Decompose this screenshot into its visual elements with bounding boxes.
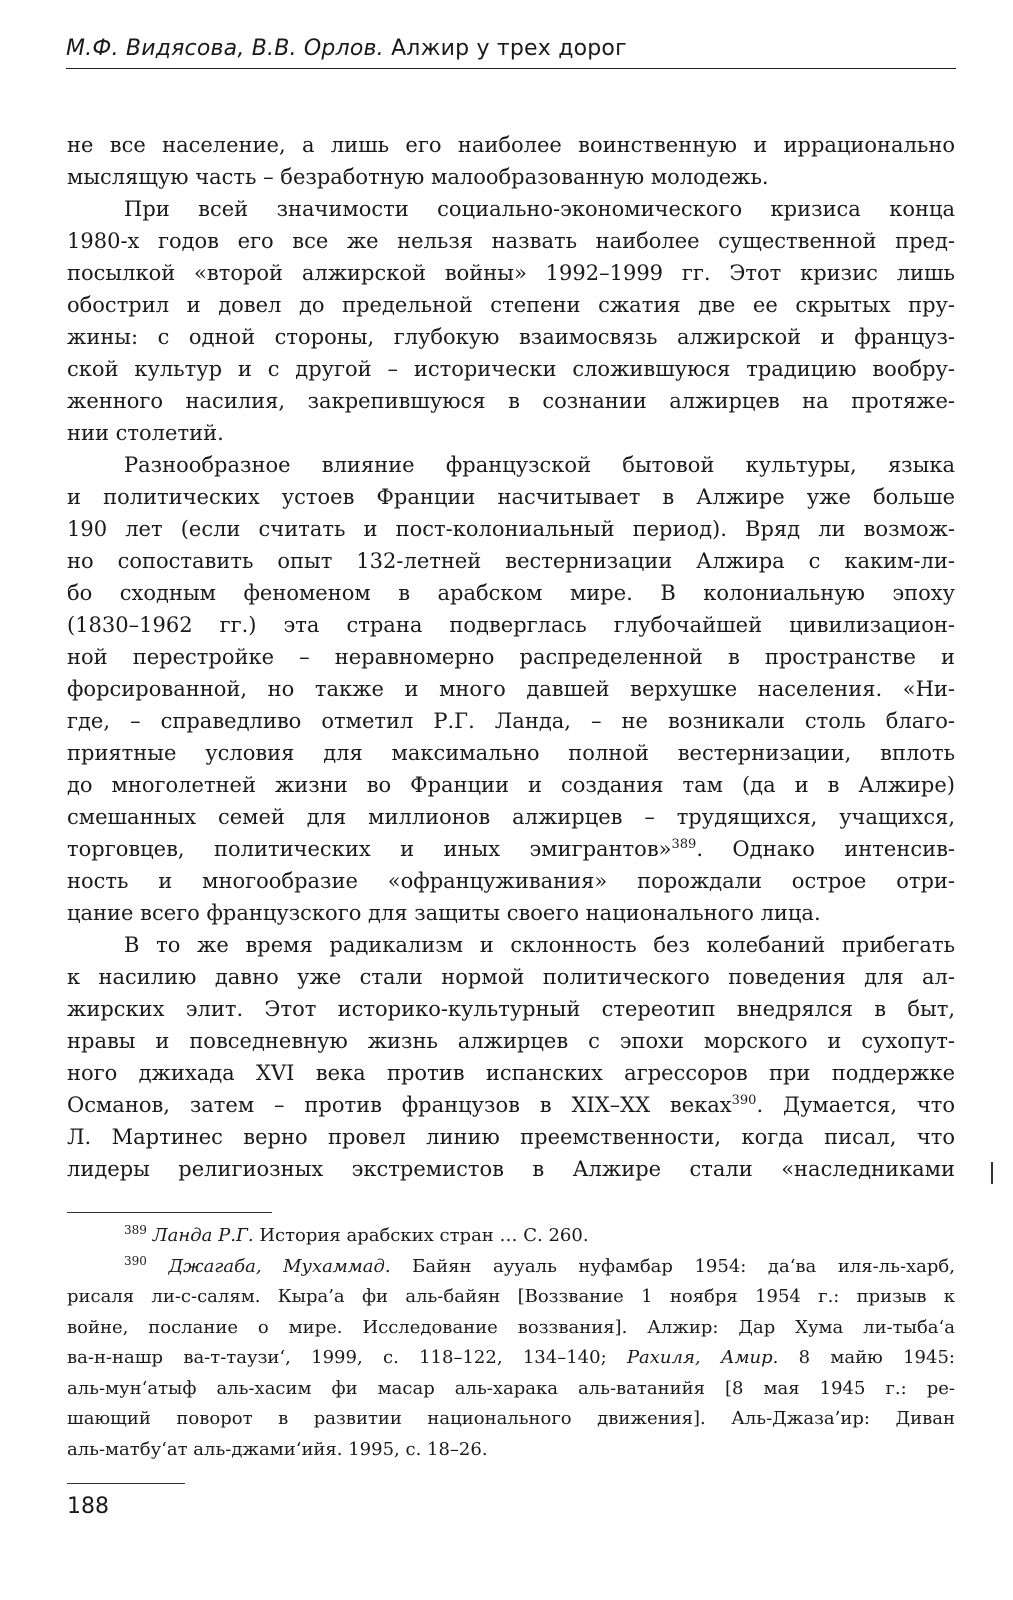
footnote-389 [67,1221,955,1252]
text-line: смешанных семей для миллионов алжирцев – трудящихся, учащихся, [67,805,955,829]
text-line: посылкой «второй алжирской войны» 1992–1999 гг. Этот кризис лишь [67,261,955,285]
text-line: не все население, а лишь его наиболее воинственную и иррационально [67,133,955,157]
text-line: Разнообразное влияние французской бытовой культуры, языка [124,453,955,477]
text-line: цание всего французского для защиты своего национального лица. [67,901,821,925]
text-segment: Османов, затем – против французов в XIX–XX веках [67,1093,732,1117]
text-line: но сопоставить опыт 132-летней вестернизации Алжира с каким-ли- [67,549,955,573]
footnote-line: аль-матбу‘ат аль-джами‘ийя. 1995, с. 18–26. [67,1438,488,1460]
page-number: 188 [67,1494,109,1519]
page-number-rule [67,1483,185,1484]
text-line: женного насилия, закрепившуюся в сознании алжирцев на протяже- [67,389,955,413]
footnote-ref-389[interactable]: 389 [671,837,697,852]
running-head-authors: М.Ф. Видясова, В.В. Орлов. [66,36,384,61]
text-line: Л. Мартинес верно провел линию преемственности, когда писал, что [67,1125,955,1149]
text-line: до многолетней жизни во Франции и создания там (да и в Алжире) [67,773,955,797]
footnote-line: аль-мун‘атыф аль-хасим фи масар аль-харака аль-ватанийя [8 мая 1945 г.: ре- [67,1377,955,1399]
text-line: нии столетий. [67,421,224,445]
text-line: обострил и довел до предельной степени сжатия две ее скрытых пру- [67,293,955,317]
text-line: 1980-х годов его все же нельзя назвать наиболее существенной пред- [67,229,955,253]
text-segment: . Думается, что [756,1093,956,1117]
text-line: к насилию давно уже стали нормой политического поведения для ал- [67,965,955,989]
text-line: жирских элит. Этот историко-культурный стереотип внедрялся в быт, [67,997,955,1021]
running-head-title: Алжир у трех дорог [391,36,627,61]
footnote-rule [67,1212,272,1213]
text-line: ного джихада XVI века против испанских агрессоров при поддержке [67,1061,955,1085]
text-line: приятные условия для максимально полной вестернизации, вплоть [67,741,955,765]
footnote-text: 8 майю 1945: [778,1347,955,1368]
text-line: В то же время радикализм и склонность без колебаний прибегать [124,933,955,957]
footnote-line: рисаля ли-с-салям. Кыра’а фи аль-байян [Воззвание 1 ноября 1954 г.: призыв к [67,1286,955,1307]
text-line: форсированной, но также и много давшей верхушке населения. «Ни- [67,677,955,701]
text-line: лидеры религиозных экстремистов в Алжире стали «наследниками [67,1157,955,1181]
footnote-text: Байян аууаль нуфамбар 1954: да‘ва иля-ль-харб, [390,1255,955,1277]
text-line: бо сходным феноменом в арабском мире. В колониальную эпоху [67,581,955,605]
footnote-author: Ланда Р.Г. [152,1225,254,1246]
margin-mark [991,1162,993,1184]
text-line-with-ref [67,1089,955,1121]
footnote-390 [67,1252,955,1283]
running-head [66,34,956,64]
footnote-mark: 390 [124,1253,147,1268]
text-line: мыслящую часть – безработную малообразованную молодежь. [67,165,769,189]
main-text [67,129,955,1185]
footnote-author: Рахиля, Амир. [626,1347,779,1368]
text-line: ность и многообразие «офранцуживания» порождали острое отри- [67,869,955,893]
footnote-line: войне, послание о мире. Исследование воззвания]. Алжир: Дар Хума ли-тыба‘а [67,1316,955,1338]
text-line: (1830–1962 гг.) эта страна подверглась глубочайшей цивилизацион- [67,613,955,637]
text-line: жины: с одной стороны, глубокую взаимосвязь алжирской и француз- [67,325,955,349]
text-line-with-ref [67,833,955,865]
footnote-ref-390[interactable]: 390 [731,1093,757,1108]
text-segment: торговцев, политических и иных эмигрантов» [67,837,672,861]
footnote-line: шающий поворот в развитии национального движения]. Аль-Джаза’ир: Диван [67,1408,955,1429]
text-segment: . Однако интенсив- [696,837,956,861]
text-line: где, – справедливо отметил Р.Г. Ланда, – не возникали столь благо- [67,709,955,733]
text-line: 190 лет (если считать и пост-колониальный период). Вряд ли возмож- [67,517,955,541]
header-rule [66,68,956,69]
footnote-text: История арабских стран … С. 260. [253,1225,589,1246]
text-line: При всей значимости социально-экономического кризиса конца [124,197,955,221]
text-line: нравы и повседневную жизнь алжирцев с эпохи морского и сухопут- [67,1029,955,1053]
text-line: и политических устоев Франции насчитывает в Алжире уже больше [67,485,955,509]
footnote-line [67,1343,955,1374]
footnote-author: Джагаба, Мухаммад. [168,1255,391,1277]
text-line: ской культур и с другой – исторически сложившуюся традицию вообру- [67,357,955,381]
footnote-text: ва-н-нашр ва-т-таузи‘, 1999, с. 118–122, 134–140; [67,1347,627,1368]
text-line: ной перестройке – неравномерно распределенной в пространстве и [67,645,955,669]
footnote-mark: 389 [124,1223,147,1237]
footnotes [67,1221,955,1465]
